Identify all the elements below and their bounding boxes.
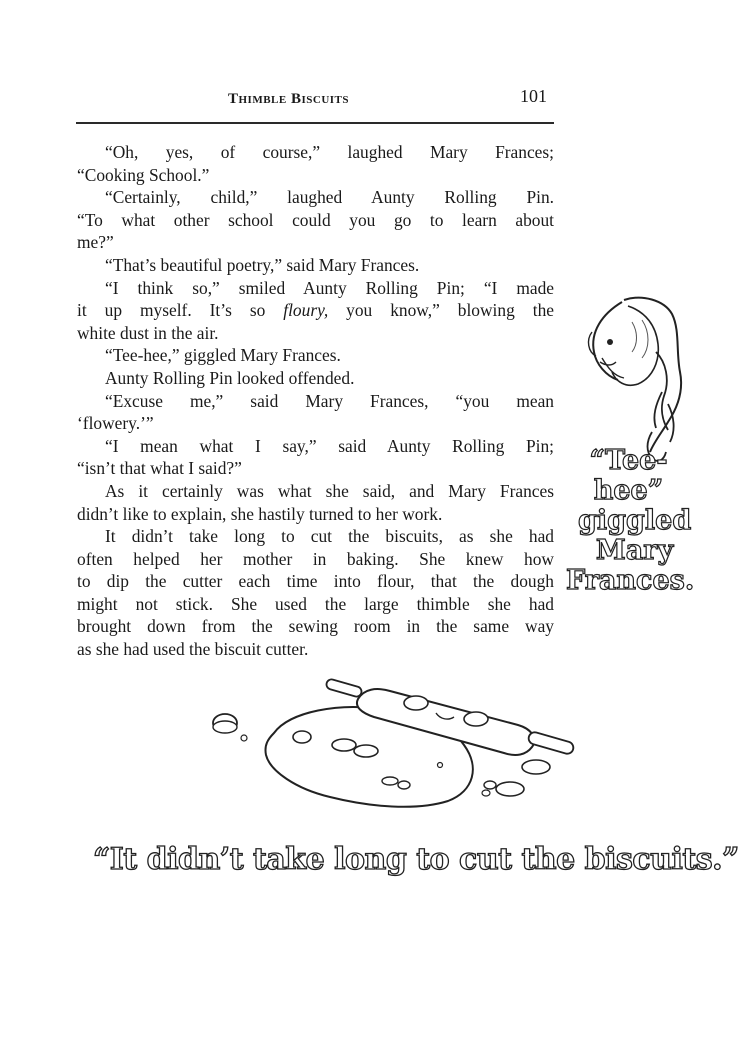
text-segment: it up myself. It’s so [77, 300, 284, 321]
text-line: “isn’t that what I said?” [77, 458, 242, 479]
text-line: “Cooking School.” [77, 164, 210, 185]
bottom-caption: “It didn’t take long to cut the biscuits.” [93, 842, 739, 877]
text-line [77, 299, 554, 322]
running-header-title: Thimble Biscuits [228, 91, 350, 107]
text-line: “To what other school could you go to learn about [77, 209, 554, 230]
text-line: Aunty Rolling Pin looked offended. [105, 367, 355, 388]
text-segment: you know,” blowing the [328, 300, 554, 321]
side-caption-line: “Tee-hee” [589, 445, 668, 506]
text-line: brought down from the sewing room in the same way [77, 616, 554, 637]
side-caption-line: giggled [578, 505, 692, 536]
italic-word: floury, [283, 300, 329, 321]
text-line: It didn’t take long to cut the biscuits, as she had [105, 526, 554, 547]
header-rule [76, 122, 554, 124]
text-line: to dip the cutter each time into flour, that the dough [77, 571, 554, 592]
page-number: 101 [520, 86, 547, 106]
text-line: “Certainly, child,” laughed Aunty Rolling Pin. [105, 187, 554, 208]
body-text [77, 141, 554, 661]
text-line: “Excuse me,” said Mary Frances, “you mean [105, 390, 554, 411]
text-line: “That’s beautiful poetry,” said Mary Frances. [105, 254, 420, 275]
side-caption [566, 445, 695, 596]
text-line: “I mean what I say,” said Aunty Rolling Pin; [105, 435, 554, 456]
text-line: didn’t like to explain, she hastily turned to her work. [77, 503, 443, 524]
text-line: “Oh, yes, of course,” laughed Mary Frances; [105, 142, 554, 162]
text-line: me?” [77, 232, 114, 253]
text-line: ‘flowery.’” [77, 413, 154, 434]
text-line: often helped her mother in baking. She knew how [77, 548, 554, 569]
text-line: as she had used the biscuit cutter. [77, 639, 309, 660]
text-line: white dust in the air. [77, 322, 219, 343]
side-caption-line: Frances. [566, 565, 695, 596]
side-caption-line: Mary [595, 535, 674, 566]
text-line: “I think so,” smiled Aunty Rolling Pin; “I made [105, 277, 554, 298]
dough-and-rolling-pin-illustration [190, 675, 590, 825]
text-line: “Tee-hee,” giggled Mary Frances. [105, 345, 341, 366]
text-line: As it certainly was what she said, and Mary Frances [105, 480, 554, 501]
text-line: might not stick. She used the large thimble she had [77, 593, 554, 614]
